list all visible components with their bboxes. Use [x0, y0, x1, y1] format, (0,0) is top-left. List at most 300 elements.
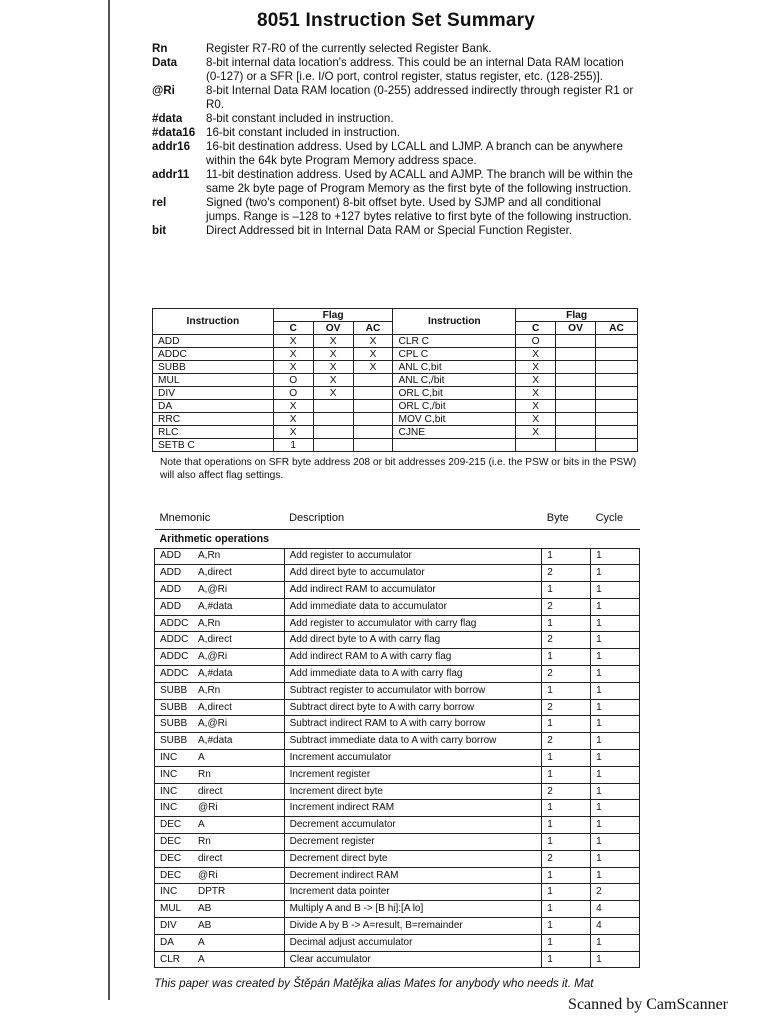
- ops-table-row: [155, 800, 640, 817]
- ops-description-cell: Add register to accumulator with carry flag: [284, 615, 542, 632]
- flag-value-cell: X: [273, 413, 313, 426]
- flag-header-ov: OV: [556, 322, 596, 335]
- ops-operand: @Ri: [198, 869, 218, 881]
- ops-mnemonic-cell: [155, 666, 285, 683]
- flag-value-cell: X: [273, 400, 313, 413]
- ops-mnemonic-cell: [155, 800, 285, 817]
- legend-desc: Register R7-R0 of the currently selected Register Bank.: [206, 42, 492, 55]
- ops-cycle-cell: 1: [591, 582, 640, 599]
- flag-value-cell: [556, 426, 596, 439]
- flag-header-c: C: [273, 322, 313, 335]
- ops-table-row: [155, 733, 640, 750]
- ops-opcode: DIV: [160, 919, 177, 931]
- flag-table-row: [153, 439, 638, 452]
- flag-value-cell: [313, 439, 353, 452]
- ops-description-cell: Divide A by B -> A=result, B=remainder: [284, 918, 542, 935]
- ops-operand: direct: [198, 785, 223, 797]
- legend-item: [152, 42, 638, 56]
- ops-cycle-cell: 1: [591, 666, 640, 683]
- flag-value-cell: X: [273, 348, 313, 361]
- ops-mnemonic-cell: [155, 918, 285, 935]
- flag-value-cell: [556, 439, 596, 452]
- ops-mnemonic-cell: [155, 682, 285, 699]
- ops-operand: AB: [198, 919, 212, 931]
- flag-value-cell: X: [273, 426, 313, 439]
- flag-value-cell: [556, 387, 596, 400]
- ops-byte-cell: 1: [542, 800, 591, 817]
- flag-value-cell: X: [313, 361, 353, 374]
- ops-byte-cell: 1: [542, 649, 591, 666]
- ops-byte-cell: 1: [542, 750, 591, 767]
- ops-operand: Rn: [198, 835, 211, 847]
- ops-mnemonic-cell: [155, 598, 285, 615]
- flag-value-cell: O: [273, 374, 313, 387]
- ops-byte-cell: 1: [542, 548, 591, 565]
- flag-instruction-cell: ANL C,/bit: [393, 374, 516, 387]
- ops-byte-cell: 2: [542, 598, 591, 615]
- ops-opcode: ADDC: [160, 634, 189, 646]
- flag-instruction-cell: SETB C: [153, 439, 274, 452]
- flag-table-header-row: [153, 309, 638, 322]
- legend-desc: 8-bit internal data location's address. This could be an internal Data RAM location (0-127) or a SFR [i.e. I/O port, control register, status register, etc. (128-255)].: [206, 56, 624, 83]
- ops-description-cell: Add direct byte to A with carry flag: [284, 632, 542, 649]
- legend-term: #data16: [152, 126, 196, 139]
- flag-instruction-cell: CJNE: [393, 426, 516, 439]
- flag-value-cell: X: [516, 374, 556, 387]
- ops-mnemonic-cell: [155, 699, 285, 716]
- flag-instruction-cell: ANL C,bit: [393, 361, 516, 374]
- flag-value-cell: [596, 400, 638, 413]
- legend-item: [152, 126, 638, 140]
- ops-mnemonic-cell: [155, 565, 285, 582]
- ops-cycle-cell: 1: [591, 682, 640, 699]
- ops-cycle-cell: 1: [591, 817, 640, 834]
- flag-header-flag: Flag: [273, 309, 393, 322]
- ops-byte-cell: 1: [542, 766, 591, 783]
- ops-operand: A: [198, 953, 205, 965]
- ops-operand: A: [198, 936, 205, 948]
- ops-table-row: [155, 783, 640, 800]
- flag-value-cell: X: [516, 361, 556, 374]
- legend-item: [152, 196, 638, 224]
- ops-table-row: [155, 632, 640, 649]
- ops-operand: direct: [198, 852, 223, 864]
- ops-cycle-cell: 1: [591, 548, 640, 565]
- flag-value-cell: [596, 387, 638, 400]
- legend-item: [152, 168, 638, 196]
- ops-opcode: SUBB: [160, 718, 188, 730]
- legend-term: @Ri: [152, 84, 175, 97]
- legend: [152, 42, 638, 238]
- scanner-watermark: Scanned by CamScanner: [568, 996, 728, 1013]
- flag-value-cell: [313, 426, 353, 439]
- ops-mnemonic-cell: [155, 766, 285, 783]
- footer-credit: This paper was created by Štěpán Matějka alias Mates for anybody who needs it. Mat: [154, 977, 594, 990]
- ops-cycle-cell: 1: [591, 632, 640, 649]
- ops-byte-cell: 1: [542, 901, 591, 918]
- flag-header-instruction: Instruction: [153, 309, 274, 335]
- ops-table-row: [155, 565, 640, 582]
- ops-mnemonic-cell: [155, 951, 285, 968]
- legend-item: [152, 224, 638, 238]
- ops-description-cell: Add indirect RAM to A with carry flag: [284, 649, 542, 666]
- ops-table-body: [155, 548, 640, 968]
- ops-operand: A,@Ri: [198, 651, 228, 663]
- ops-mnemonic-cell: [155, 834, 285, 851]
- ops-description-cell: Decimal adjust accumulator: [284, 934, 542, 951]
- ops-description-cell: Increment indirect RAM: [284, 800, 542, 817]
- flag-value-cell: X: [516, 400, 556, 413]
- ops-cycle-cell: 1: [591, 850, 640, 867]
- ops-byte-cell: 1: [542, 918, 591, 935]
- flag-value-cell: 1: [273, 439, 313, 452]
- flag-instruction-cell: MUL: [153, 374, 274, 387]
- flag-table-row: [153, 400, 638, 413]
- flag-value-cell: [353, 413, 393, 426]
- ops-table-row: [155, 582, 640, 599]
- flag-table-row: [153, 361, 638, 374]
- ops-header-description: Description: [284, 508, 542, 529]
- flag-value-cell: X: [313, 374, 353, 387]
- flag-value-cell: [556, 335, 596, 348]
- ops-mnemonic-cell: [155, 783, 285, 800]
- ops-byte-cell: 2: [542, 666, 591, 683]
- ops-opcode: INC: [160, 768, 178, 780]
- ops-header-row: [155, 508, 640, 529]
- ops-cycle-cell: 1: [591, 615, 640, 632]
- flag-header-flag: Flag: [516, 309, 638, 322]
- flag-value-cell: [516, 439, 556, 452]
- ops-opcode: ADD: [160, 567, 182, 579]
- flag-header-ac: AC: [596, 322, 638, 335]
- ops-cycle-cell: 1: [591, 867, 640, 884]
- ops-description-cell: Increment data pointer: [284, 884, 542, 901]
- ops-description-cell: Subtract immediate data to A with carry borrow: [284, 733, 542, 750]
- ops-operand: A: [198, 819, 205, 831]
- legend-desc: Direct Addressed bit in Internal Data RAM or Special Function Register.: [206, 224, 573, 237]
- legend-item: [152, 140, 638, 168]
- ops-byte-cell: 1: [542, 951, 591, 968]
- ops-mnemonic-cell: [155, 750, 285, 767]
- ops-table-row: [155, 951, 640, 968]
- ops-cycle-cell: 1: [591, 716, 640, 733]
- ops-cycle-cell: 4: [591, 901, 640, 918]
- flag-value-cell: X: [516, 426, 556, 439]
- ops-byte-cell: 1: [542, 582, 591, 599]
- ops-description-cell: Increment register: [284, 766, 542, 783]
- ops-table-row: [155, 716, 640, 733]
- flag-instruction-cell: [393, 439, 516, 452]
- flag-instruction-cell: CLR C: [393, 335, 516, 348]
- flag-instruction-cell: CPL C: [393, 348, 516, 361]
- ops-opcode: SUBB: [160, 684, 188, 696]
- flag-instruction-cell: SUBB: [153, 361, 274, 374]
- ops-mnemonic-cell: [155, 850, 285, 867]
- flag-instruction-cell: ORL C,bit: [393, 387, 516, 400]
- page-title: 8051 Instruction Set Summary: [256, 10, 536, 31]
- flag-value-cell: O: [516, 335, 556, 348]
- ops-description-cell: Decrement indirect RAM: [284, 867, 542, 884]
- ops-cycle-cell: 1: [591, 649, 640, 666]
- flag-value-cell: [353, 374, 393, 387]
- ops-byte-cell: 1: [542, 817, 591, 834]
- ops-mnemonic-cell: [155, 733, 285, 750]
- ops-description-cell: Increment accumulator: [284, 750, 542, 767]
- legend-term: Rn: [152, 42, 168, 55]
- page-edge-rule: [108, 0, 110, 1000]
- ops-table-row: [155, 901, 640, 918]
- flag-value-cell: [353, 387, 393, 400]
- ops-cycle-cell: 1: [591, 934, 640, 951]
- ops-byte-cell: 2: [542, 733, 591, 750]
- ops-cycle-cell: 1: [591, 783, 640, 800]
- ops-operand: A,Rn: [198, 617, 221, 629]
- ops-table-row: [155, 934, 640, 951]
- legend-desc: Signed (two's component) 8-bit offset byte. Used by SJMP and all conditional jumps. Range is –128 to +127 bytes relative to first byte of the following instruction.: [206, 196, 632, 223]
- ops-cycle-cell: 1: [591, 699, 640, 716]
- legend-desc: 8-bit constant included in instruction.: [206, 112, 394, 125]
- ops-operand: A,Rn: [198, 684, 221, 696]
- ops-description-cell: Decrement register: [284, 834, 542, 851]
- flag-value-cell: X: [353, 335, 393, 348]
- legend-item: [152, 84, 638, 112]
- legend-term: rel: [152, 196, 167, 209]
- legend-term: addr16: [152, 140, 191, 153]
- flag-instruction-cell: DA: [153, 400, 274, 413]
- ops-byte-cell: 1: [542, 682, 591, 699]
- ops-operand: Rn: [198, 768, 211, 780]
- legend-term: bit: [152, 224, 167, 237]
- flag-table-row: [153, 413, 638, 426]
- ops-opcode: ADD: [160, 600, 182, 612]
- ops-table-row: [155, 666, 640, 683]
- flag-value-cell: [596, 348, 638, 361]
- ops-section-row: [155, 529, 640, 548]
- flag-note: Note that operations on SFR byte address 208 or bit addresses 209-215 (i.e. the PSW or bits in the PSW) will also affect flag settings.: [160, 457, 637, 481]
- ops-table-row: [155, 766, 640, 783]
- flag-table-row: [153, 374, 638, 387]
- flag-table-row: [153, 335, 638, 348]
- ops-description-cell: Add direct byte to accumulator: [284, 565, 542, 582]
- ops-operand: A,@Ri: [198, 718, 228, 730]
- flag-value-cell: X: [273, 335, 313, 348]
- flag-value-cell: [353, 400, 393, 413]
- flag-instruction-cell: ORL C,/bit: [393, 400, 516, 413]
- legend-term: #data: [152, 112, 183, 125]
- flag-value-cell: [353, 426, 393, 439]
- ops-mnemonic-cell: [155, 867, 285, 884]
- ops-mnemonic-cell: [155, 649, 285, 666]
- ops-byte-cell: 1: [542, 934, 591, 951]
- legend-term: addr11: [152, 168, 190, 181]
- legend-desc: 16-bit constant included in instruction.: [206, 126, 400, 139]
- flag-table-row: [153, 348, 638, 361]
- flag-value-cell: [556, 400, 596, 413]
- ops-opcode: ADD: [160, 550, 182, 562]
- flag-value-cell: X: [353, 348, 393, 361]
- ops-cycle-cell: 1: [591, 766, 640, 783]
- flag-value-cell: X: [313, 348, 353, 361]
- ops-operand: A,direct: [198, 634, 232, 646]
- ops-table-row: [155, 649, 640, 666]
- ops-cycle-cell: 1: [591, 750, 640, 767]
- ops-operand: A: [198, 751, 205, 763]
- ops-opcode: DA: [160, 936, 174, 948]
- flag-value-cell: X: [353, 361, 393, 374]
- ops-operand: A,direct: [198, 567, 232, 579]
- legend-desc: 11-bit destination address. Used by ACALL and AJMP. The branch will be within the same 2k byte page of Program Memory as the first byte of the following instruction.: [206, 168, 633, 195]
- flag-header-ov: OV: [313, 322, 353, 335]
- ops-description-cell: Subtract indirect RAM to A with carry borrow: [284, 716, 542, 733]
- ops-opcode: ADDC: [160, 651, 189, 663]
- flag-header-ac: AC: [353, 322, 393, 335]
- ops-description-cell: Decrement accumulator: [284, 817, 542, 834]
- flag-value-cell: [313, 413, 353, 426]
- ops-table-row: [155, 834, 640, 851]
- ops-cycle-cell: 1: [591, 565, 640, 582]
- ops-opcode: ADDC: [160, 667, 189, 679]
- ops-byte-cell: 1: [542, 716, 591, 733]
- flag-value-cell: [596, 439, 638, 452]
- ops-opcode: INC: [160, 785, 178, 797]
- flag-instruction-cell: RLC: [153, 426, 274, 439]
- ops-opcode: ADD: [160, 583, 182, 595]
- ops-mnemonic-cell: [155, 901, 285, 918]
- ops-byte-cell: 2: [542, 699, 591, 716]
- ops-table-row: [155, 699, 640, 716]
- ops-header-cycle: Cycle: [591, 508, 640, 529]
- ops-mnemonic-cell: [155, 884, 285, 901]
- legend-desc: 16-bit destination address. Used by LCALL and LJMP. A branch can be anywhere within the 64k byte Program Memory address space.: [206, 140, 623, 167]
- flag-instruction-cell: RRC: [153, 413, 274, 426]
- flag-table-row: [153, 426, 638, 439]
- ops-table: [154, 508, 640, 968]
- flag-value-cell: [313, 400, 353, 413]
- ops-mnemonic-cell: [155, 615, 285, 632]
- flag-instruction-cell: DIV: [153, 387, 274, 400]
- ops-operand: @Ri: [198, 802, 218, 814]
- flag-value-cell: X: [313, 387, 353, 400]
- ops-cycle-cell: 1: [591, 834, 640, 851]
- flag-value-cell: [596, 413, 638, 426]
- ops-byte-cell: 2: [542, 632, 591, 649]
- ops-cycle-cell: 4: [591, 918, 640, 935]
- ops-opcode: CLR: [160, 953, 181, 965]
- ops-mnemonic-cell: [155, 817, 285, 834]
- flag-value-cell: X: [313, 335, 353, 348]
- ops-table-row: [155, 682, 640, 699]
- ops-byte-cell: 1: [542, 867, 591, 884]
- ops-header-mnemonic: Mnemonic: [155, 508, 285, 529]
- ops-operand: A,Rn: [198, 550, 221, 562]
- ops-cycle-cell: 2: [591, 884, 640, 901]
- ops-description-cell: Multiply A and B -> [B hi]:[A lo]: [284, 901, 542, 918]
- ops-opcode: INC: [160, 751, 178, 763]
- ops-cycle-cell: 1: [591, 598, 640, 615]
- ops-byte-cell: 2: [542, 565, 591, 582]
- ops-opcode: DEC: [160, 852, 182, 864]
- ops-description-cell: Subtract direct byte to A with carry borrow: [284, 699, 542, 716]
- ops-operand: A,direct: [198, 701, 232, 713]
- flag-value-cell: [596, 361, 638, 374]
- ops-opcode: INC: [160, 802, 178, 814]
- ops-header-byte: Byte: [542, 508, 591, 529]
- ops-mnemonic-cell: [155, 716, 285, 733]
- ops-description-cell: Add immediate data to accumulator: [284, 598, 542, 615]
- ops-mnemonic-cell: [155, 934, 285, 951]
- ops-table-row: [155, 598, 640, 615]
- legend-item: [152, 56, 638, 84]
- ops-opcode: DEC: [160, 819, 182, 831]
- ops-table-row: [155, 615, 640, 632]
- ops-table-row: [155, 548, 640, 565]
- ops-description-cell: Add register to accumulator: [284, 548, 542, 565]
- ops-mnemonic-cell: [155, 582, 285, 599]
- flag-value-cell: [596, 335, 638, 348]
- ops-operand: DPTR: [198, 886, 226, 898]
- flag-value-cell: [596, 426, 638, 439]
- ops-description-cell: Add immediate data to A with carry flag: [284, 666, 542, 683]
- ops-opcode: MUL: [160, 903, 182, 915]
- ops-opcode: SUBB: [160, 701, 188, 713]
- flag-value-cell: [353, 439, 393, 452]
- ops-description-cell: Increment direct byte: [284, 783, 542, 800]
- ops-byte-cell: 1: [542, 884, 591, 901]
- ops-description-cell: Subtract register to accumulator with borrow: [284, 682, 542, 699]
- flag-value-cell: [556, 413, 596, 426]
- ops-operand: A,#data: [198, 667, 233, 679]
- ops-byte-cell: 2: [542, 850, 591, 867]
- ops-table-row: [155, 850, 640, 867]
- flag-header-c: C: [516, 322, 556, 335]
- flag-value-cell: X: [516, 413, 556, 426]
- flag-table-body: [153, 335, 638, 452]
- ops-opcode: INC: [160, 886, 178, 898]
- ops-table-row: [155, 918, 640, 935]
- ops-operand: A,#data: [198, 735, 233, 747]
- ops-mnemonic-cell: [155, 548, 285, 565]
- ops-cycle-cell: 1: [591, 951, 640, 968]
- flag-table: [152, 308, 638, 452]
- flag-value-cell: X: [516, 348, 556, 361]
- ops-operand: A,#data: [198, 600, 233, 612]
- ops-opcode: ADDC: [160, 617, 189, 629]
- flag-instruction-cell: MOV C,bit: [393, 413, 516, 426]
- ops-table-row: [155, 817, 640, 834]
- ops-table-row: [155, 867, 640, 884]
- ops-opcode: DEC: [160, 835, 182, 847]
- ops-byte-cell: 2: [542, 783, 591, 800]
- flag-value-cell: [556, 374, 596, 387]
- ops-operand: AB: [198, 903, 212, 915]
- flag-value-cell: X: [273, 361, 313, 374]
- flag-header-instruction: Instruction: [393, 309, 516, 335]
- flag-value-cell: O: [273, 387, 313, 400]
- flag-instruction-cell: ADD: [153, 335, 274, 348]
- flag-value-cell: [556, 361, 596, 374]
- ops-description-cell: Clear accumulator: [284, 951, 542, 968]
- flag-value-cell: [556, 348, 596, 361]
- flag-instruction-cell: ADDC: [153, 348, 274, 361]
- ops-table-row: [155, 750, 640, 767]
- legend-item: [152, 112, 638, 126]
- ops-table-row: [155, 884, 640, 901]
- ops-operand: A,@Ri: [198, 583, 228, 595]
- ops-description-cell: Add indirect RAM to accumulator: [284, 582, 542, 599]
- legend-desc: 8-bit Internal Data RAM location (0-255) addressed indirectly through register R1 or R0.: [206, 84, 634, 111]
- ops-opcode: SUBB: [160, 735, 188, 747]
- flag-value-cell: X: [516, 387, 556, 400]
